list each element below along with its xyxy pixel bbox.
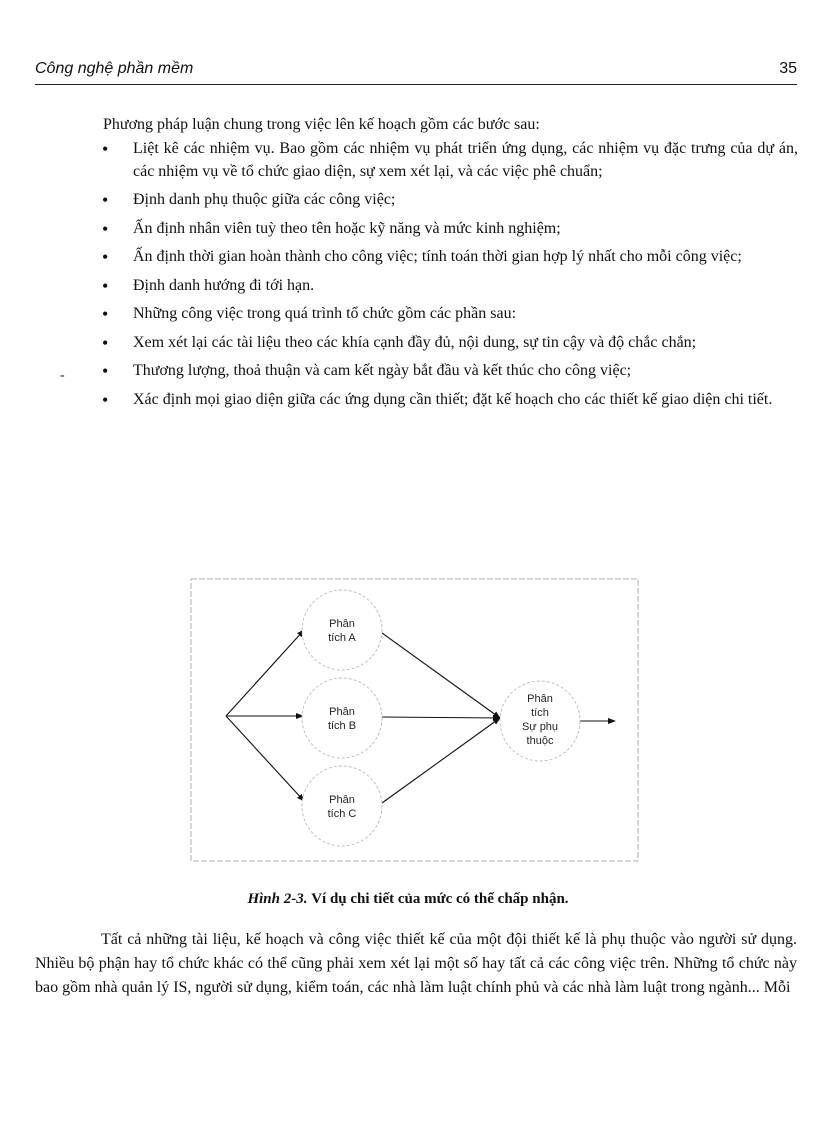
node-d-line2: tích bbox=[531, 707, 549, 719]
node-b-line1: Phân bbox=[329, 706, 355, 718]
node-phan-tich-c bbox=[302, 766, 382, 846]
figure-label: Hình 2-3. bbox=[247, 891, 308, 907]
list-item: • Thương lượng, thoả thuận và cam kết ngày bắt đầu và kết thúc cho công việc; bbox=[100, 360, 798, 383]
node-b-line2: tích B bbox=[327, 720, 357, 732]
list-item: • Liệt kê các nhiệm vụ. Bao gồm các nhiệm vụ phát triển ứng dụng, các nhiệm vụ đặc trưng của dự án, các nhiệm vụ về tổ chức giao diện, sự xem xét lại, và các việc phê chuẩn; bbox=[100, 138, 798, 183]
list-item: • Ấn định nhân viên tuỳ theo tên hoặc kỹ năng và mức kinh nghiệm; bbox=[100, 218, 798, 241]
intro-sentence: Phương pháp luận chung trong việc lên kế hoạch gồm các bước sau: bbox=[103, 116, 540, 133]
node-a-line2: tích A bbox=[328, 632, 356, 644]
node-d-line3: Sự phụ bbox=[521, 721, 559, 733]
list-item: • Xem xét lại các tài liệu theo các khía cạnh đầy đủ, nội dung, sự tin cậy và độ chắc chắn; bbox=[100, 332, 798, 355]
node-phan-tich-a bbox=[302, 590, 382, 670]
arrow-b-to-d bbox=[382, 717, 500, 718]
bullet-list bbox=[100, 138, 798, 417]
arrow-c-to-d bbox=[382, 718, 500, 803]
node-d-line4: thuộc bbox=[526, 735, 554, 747]
list-item: • Định danh phụ thuộc giữa các công việc; bbox=[100, 189, 798, 212]
arrow-start-to-c bbox=[226, 716, 304, 801]
figure-caption bbox=[0, 891, 816, 908]
list-item: • Ấn định thời gian hoàn thành cho công việc; tính toán thời gian hợp lý nhất cho mỗi công việc; bbox=[100, 246, 798, 269]
node-a-line1: Phân bbox=[329, 618, 355, 630]
list-item: • Những công việc trong quá trình tổ chức gồm các phần sau: bbox=[100, 303, 798, 326]
running-title: Công nghệ phần mềm bbox=[35, 60, 194, 77]
arrow-start-to-a bbox=[226, 630, 304, 716]
margin-mark: - bbox=[60, 368, 65, 383]
dependency-diagram bbox=[190, 578, 640, 863]
list-item: • Định danh hướng đi tới hạn. bbox=[100, 275, 798, 298]
node-c-line1: Phân bbox=[329, 794, 355, 806]
page-number: 35 bbox=[779, 60, 797, 77]
list-item: • Xác định mọi giao diện giữa các ứng dụng cần thiết; đặt kế hoạch cho các thiết kế giao diện chi tiết. bbox=[100, 389, 798, 412]
node-d-line1: Phân bbox=[527, 693, 553, 705]
body-paragraph: Tất cả những tài liệu, kế hoạch và công việc thiết kế của một đội thiết kế là phụ thuộc vào người sử dụng. Nhiều bộ phận hay tổ chức khác có thể cũng phải xem xét lại một số hay tất cả các công việc trên. Những tổ chức này bao gồm nhà quản lý IS, người sử dụng, kiểm toán, các nhà làm luật chính phủ và các nhà làm luật trong ngành... Mỗi bbox=[35, 931, 797, 996]
arrow-a-to-d bbox=[382, 633, 500, 718]
node-phan-tich-b bbox=[302, 678, 382, 758]
page-header bbox=[35, 58, 797, 85]
node-c-line2: tích C bbox=[327, 808, 357, 820]
figure-caption-text: Ví dụ chi tiết của mức có thể chấp nhận. bbox=[311, 891, 569, 907]
